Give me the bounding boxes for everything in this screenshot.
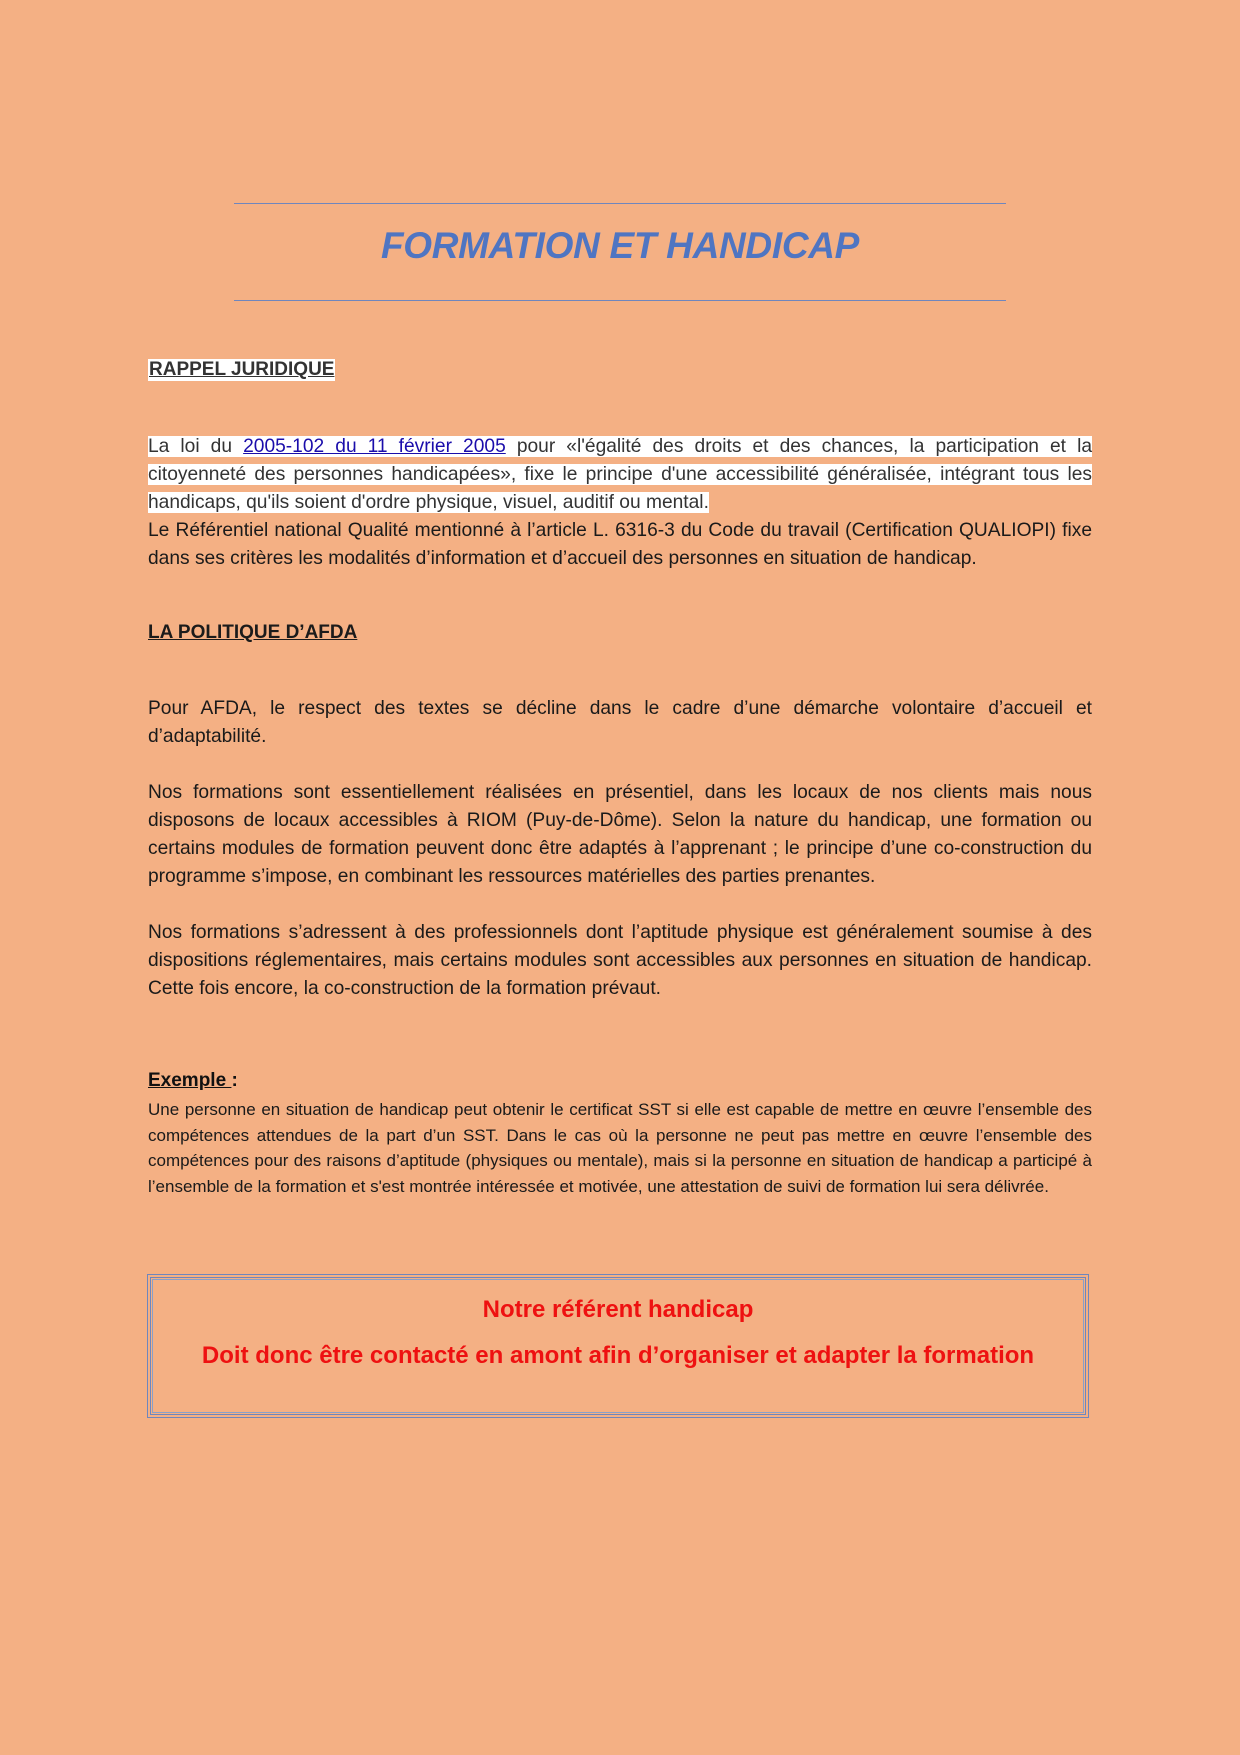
example-colon: : [231,1070,238,1091]
law-paragraph [148,433,1092,517]
law-highlight [148,436,1092,513]
legal-reminder-heading: RAPPEL JURIDIQUE [149,359,335,380]
referent-subtitle: Doit donc être contacté en amont afin d’organiser et adapter la formation [201,1342,1035,1369]
title-top-rule [234,203,1006,204]
referent-title: Notre référent handicap [482,1296,754,1323]
law-rest: pour «l'égalité des droits et des chances, la participation et la citoyenneté des personnes handicapées», fixe le principe d'une accessibilité généralisée, intégrant tous les handicaps, qu'ils soient d'ordre physique, visuel, auditif ou mental. [148,436,1093,513]
referent-callout-box [147,1274,1089,1418]
law-link[interactable]: 2005-102 du 11 février 2005 [243,436,506,457]
example-paragraph: Une personne en situation de handicap peut obtenir le certificat SST si elle est capable de mettre en œuvre l’ensemble des compétences attendues de la part d’un SST. Dans le cas où la personne ne peut pas mettre en œuvre l’ensemble des compétences pour des raisons d’aptitude (physiques ou mentale), mais si la personne en situation de handicap a participé à l’ensemble de la formation et s'est montrée intéressée et motivée, une attestation de suivi de formation lui sera délivrée. [148,1100,1092,1196]
policy-paragraph-1: Pour AFDA, le respect des textes se décline dans le cadre d’une démarche volontaire d’accueil et d’adaptabilité. [148,698,1092,747]
law-prefix: La loi du [148,436,244,457]
referentiel-paragraph: Le Référentiel national Qualité mentionné à l’article L. 6316-3 du Code du travail (Certification QUALIOPI) fixe dans ses critères les modalités d’information et d’accueil des personnes en situation de handicap. [148,520,1092,569]
afda-policy-heading: LA POLITIQUE D’AFDA [148,622,358,643]
example-heading [148,1070,238,1092]
policy-paragraph-3: Nos formations s’adressent à des professionnels dont l’aptitude physique est généralement soumise à des dispositions réglementaires, mais certains modules sont accessibles aux personnes en situation de handicap. Cette fois encore, la co-construction de la formation prévaut. [148,922,1092,999]
policy-paragraph-2: Nos formations sont essentiellement réalisées en présentiel, dans les locaux de nos clients mais nous disposons de locaux accessibles à RIOM (Puy-de-Dôme). Selon la nature du handicap, une formation ou certains modules de formation peuvent donc être adaptés à l’apprenant ; le principe d’une co-construction du programme s’impose, en combinant les ressources matérielles des parties prenantes. [148,782,1092,887]
title-bottom-rule [234,300,1006,301]
example-label: Exemple [148,1070,232,1091]
page-title: FORMATION ET HANDICAP [380,225,860,266]
